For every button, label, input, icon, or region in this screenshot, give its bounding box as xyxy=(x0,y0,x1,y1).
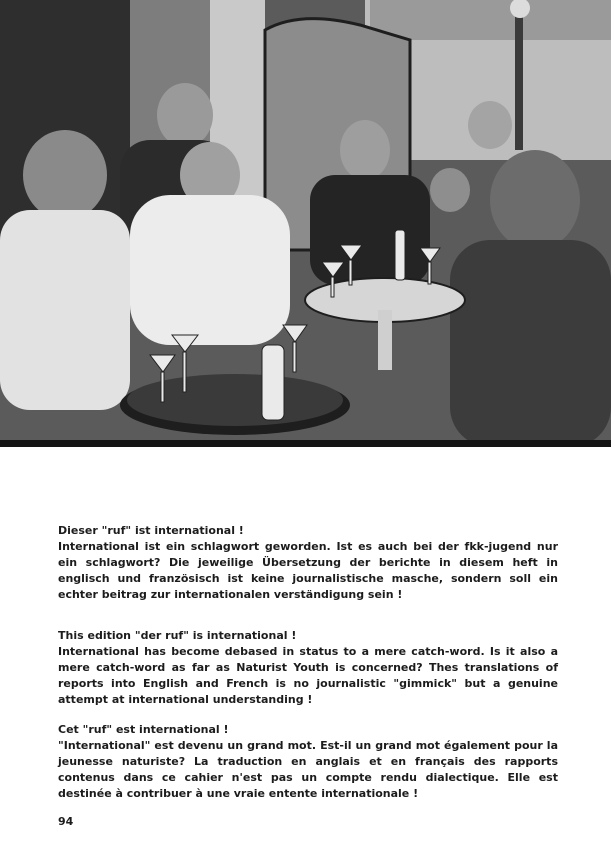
section-body: International has become debased in status to a mere catch-word. Is it also a mere catch-word as far as Naturist Youth is concerned? Thes translations of reports into English and French is no journalistic "gimmick" but a genuine attempt at international understanding ! xyxy=(58,645,558,706)
section-german xyxy=(58,523,558,603)
section-heading: This edition "der ruf" is international ! xyxy=(58,629,297,642)
section-body: "International" est devenu un grand mot. Est-il un grand mot également pour la jeunesse naturiste? La traduction en anglais et en français des rapports contenus dans ce cahier n'est pas un compte rendu dialectique. Elle est destinée à contribuer à une vraie entente internationale ! xyxy=(58,739,558,800)
section-heading: Cet "ruf" est international ! xyxy=(58,723,229,736)
section-body: International ist ein schlagwort geworden. Ist es auch bei der fkk-jugend nur ein schlagwort? Die jeweilige Übersetzung der berichte in diesem heft in englisch und französisch ist keine journalistische masche, sondern soll ein echter beitrag zur internationalen verständigung sein ! xyxy=(58,540,558,601)
section-english xyxy=(58,628,558,708)
page-number: 94 xyxy=(58,815,74,828)
section-heading: Dieser "ruf" ist international ! xyxy=(58,524,244,537)
section-french xyxy=(58,722,558,802)
